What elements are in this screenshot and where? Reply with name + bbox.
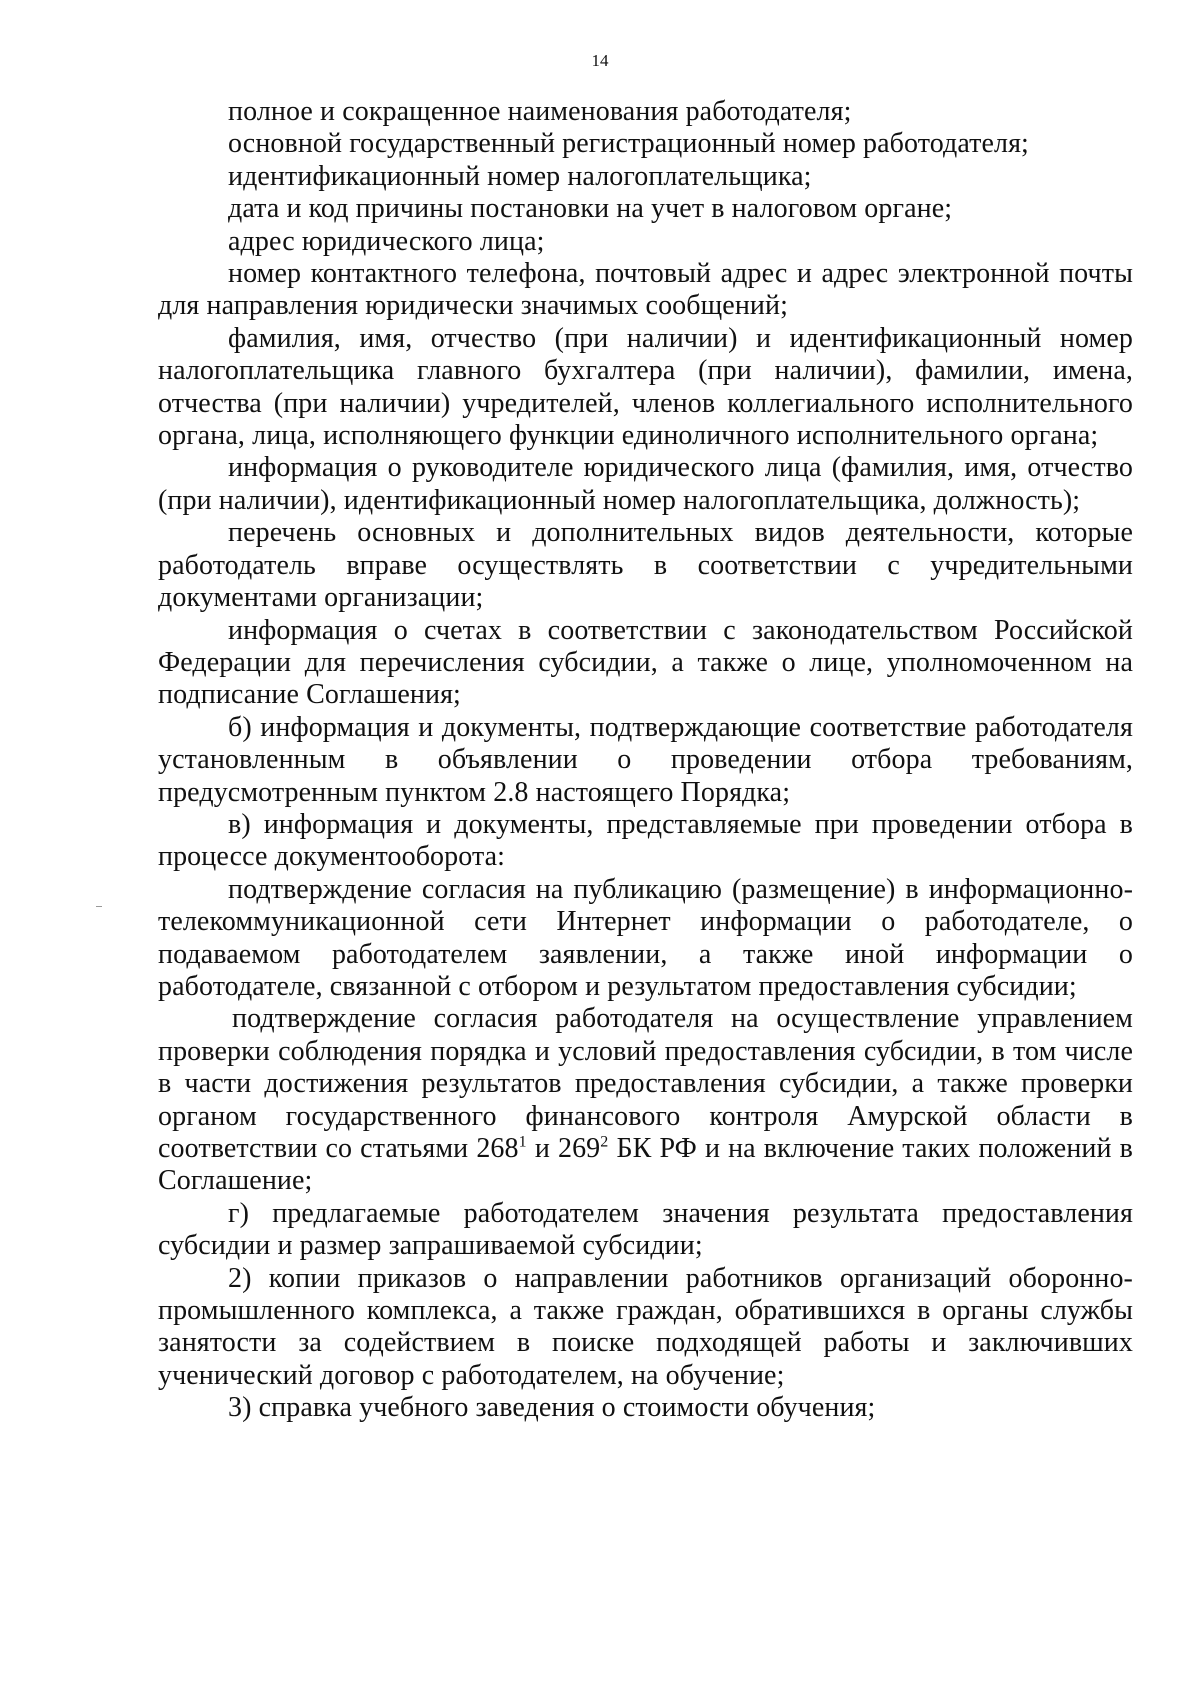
paragraph: г) предлагаемые работодателем значения результата предоставления субсидии и размер запрашиваемой субсидии; <box>158 1197 1133 1262</box>
paragraph-text: и 269 <box>526 1133 601 1164</box>
paragraph: идентификационный номер налогоплательщика; <box>228 160 812 192</box>
paragraph: фамилия, имя, отчество (при наличии) и идентификационный номер налогоплательщика главного бухгалтера (при наличии), фамилии, имена, отчества (при наличии) учредителей, членов коллегиального исполнительного органа, лица, исполняющего функции единоличного исполнительного органа; <box>158 322 1133 452</box>
paragraph-text: подтверждение согласия работодателя на осуществление управлением проверки соблюдения порядка и условий предоставления субсидии, в том числе в части достижения результатов предоставления субсидии, а также проверки органом государственного финансового контроля Амурской области в соответствии со статьями 268 <box>158 1003 1133 1164</box>
paragraph: информация о счетах в соответствии с законодательством Российской Федерации для перечисления субсидии, а также о лице, уполномоченном на подписание Соглашения; <box>158 614 1133 711</box>
superscript: 1 <box>518 1133 527 1151</box>
margin-mark <box>96 906 102 907</box>
paragraph: адрес юридического лица; <box>228 225 545 257</box>
page-number: 14 <box>591 51 609 70</box>
paragraph-control-consent <box>158 1003 1133 1197</box>
paragraph: перечень основных и дополнительных видов деятельности, которые работодатель вправе осуществлять в соответствии с учредительными документами организации; <box>158 517 1133 614</box>
paragraph: 3) справка учебного заведения о стоимости обучения; <box>228 1392 876 1424</box>
paragraph: 2) копии приказов о направлении работников организаций оборонно-промышленного комплекса, а также граждан, обратившихся в органы службы занятости за содействием в поиске подходящей работы и заключивших ученический договор с работодателем, на обучение; <box>158 1262 1133 1391</box>
document-body <box>158 96 1133 1425</box>
paragraph-text: БК РФ и на включение таких положений в Соглашение; <box>158 1133 1133 1197</box>
paragraph: дата и код причины постановки на учет в налоговом органе; <box>228 193 953 225</box>
paragraph: подтверждение согласия на публикацию (размещение) в информационно-телекоммуникационной сети Интернет информации о работодателе, о подаваемом работодателем заявлении, а также иной информации о работодателе, связанной с отбором и результатом предоставления субсидии; <box>158 873 1133 1002</box>
paragraph: основной государственный регистрационный номер работодателя; <box>228 128 1029 160</box>
paragraph: номер контактного телефона, почтовый адрес и адрес электронной почты для направления юридически значимых сообщений; <box>158 258 1133 322</box>
paragraph: информация о руководителе юридического лица (фамилия, имя, отчество (при наличии), идентификационный номер налогоплательщика, должность); <box>158 452 1133 516</box>
paragraph: полное и сокращенное наименования работодателя; <box>228 96 852 127</box>
paragraph: в) информация и документы, представляемые при проведении отбора в процессе документооборота: <box>158 808 1133 873</box>
paragraph: б) информация и документы, подтверждающие соответствие работодателя установленным в объявлении о проведении отбора требованиям, предусмотренным пунктом 2.8 настоящего Порядка; <box>158 711 1133 808</box>
superscript: 2 <box>600 1133 609 1151</box>
